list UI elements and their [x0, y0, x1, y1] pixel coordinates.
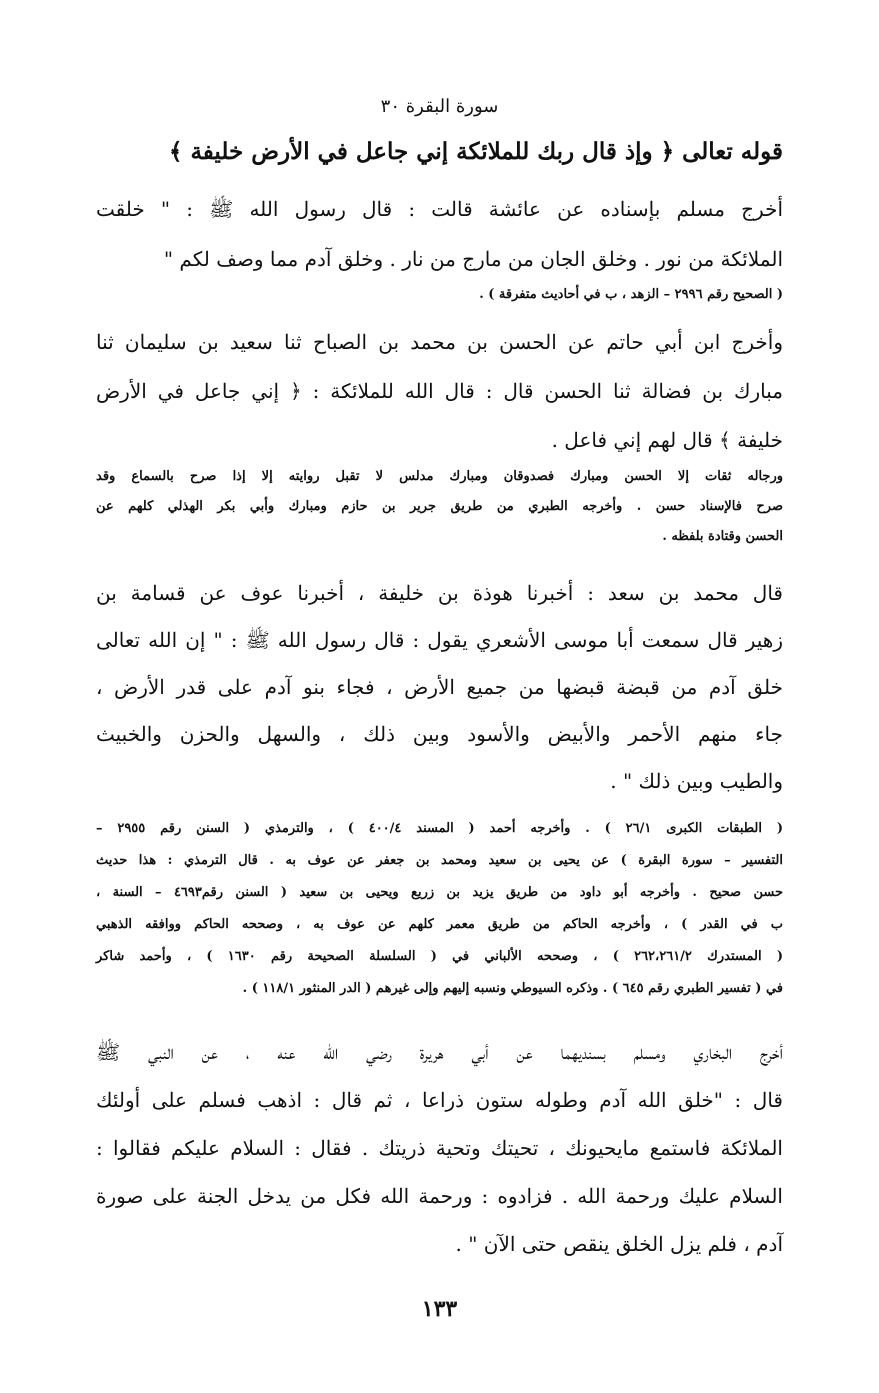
footnote-block	[96, 283, 783, 307]
text-line: خليفة ﴾ قال لهم إني فاعل .	[551, 428, 783, 452]
text-line: الملائكة من نور . وخلق الجان من مارج من نار . وخلق آدم مما وصف لكم "	[163, 247, 783, 271]
footnote-line: ( الصحيح رقم ٢٩٩٦ – الزهد ، ب في أحاديث متفرقة ) .	[479, 287, 783, 302]
footnote-line: ( المستدرك ٢٦٢،٢٦١/٢ ) ، وصححه الألباني في ( السلسلة الصحيحة رقم ١٦٣٠ ) ، وأحمد شاكر	[96, 949, 783, 964]
running-header: سورة البقرة ٣٠	[380, 96, 499, 117]
paragraph-block	[96, 1028, 783, 1268]
paragraph-block	[96, 184, 783, 284]
text-line: زهير قال سمعت أبا موسى الأشعري يقول : قال رسول الله ﷺ : " إن الله تعالى	[96, 628, 783, 652]
text-line: قال : "خلق الله آدم وطوله ستون ذراعا ، ثم قال : اذهب فسلم على أولئك	[96, 1088, 783, 1112]
footnote-line: حسن صحيح . وأخرجه أبو داود من طريق يزيد بن زريع ويحيى بن سعيد ( السنن رقم٤٦٩٣ – السنة ،	[96, 885, 783, 900]
footnote-line: في ( تفسير الطبري رقم ٦٤٥ ) . وذكره السيوطي ونسبه إليهم وإلى غيرهم ( الدر المنثور ١١٨/١ ) .	[242, 981, 783, 996]
footnote-line: ب في القدر ) ، وأخرجه الحاكم من طريق معمر كلهم عن عوف به ، وصححه الحاكم ووافقه الذهبي	[96, 917, 783, 932]
text-line: قال محمد بن سعد : أخبرنا هوذة بن خليفة ، أخبرنا عوف عن قسامة بن	[96, 581, 783, 605]
text-line: مبارك بن فضالة ثنا الحسن قال : قال الله للملائكة : ﴿ إني جاعل في الأرض	[96, 379, 783, 403]
page-number: ١٣٣	[421, 1296, 458, 1322]
footnote-line: صرح فالإسناد حسن . وأخرجه الطبري من طريق جرير بن حازم ومبارك وأبي بكر الهذلي كلهم عن	[96, 499, 783, 514]
footnote-line: الحسن وقتادة بلفظه .	[662, 529, 783, 544]
footnote-block	[96, 813, 783, 1005]
footnote-line: التفسير – سورة البقرة ) عن يحيى بن سعيد ومحمد بن جعفر عن عوف به . قال الترمذي : هذا حديث	[96, 853, 783, 868]
paragraph-block	[96, 570, 783, 805]
footnote-line: ( الطبقات الكبرى ٢٦/١ ) . وأخرجه أحمد ( المسند ٤٠٠/٤ ) ، والترمذي ( السنن رقم ٢٩٥٥ –	[96, 821, 783, 836]
text-line: خلق آدم من قبضة قبضها من جميع الأرض ، فجاء بنو آدم على قدر الأرض ،	[96, 675, 783, 699]
text-line: والطيب وبين ذلك " .	[610, 769, 783, 793]
paragraph-block	[96, 318, 783, 465]
footnote-block	[96, 462, 783, 552]
text-line: أخرج مسلم بإسناده عن عائشة قالت : قال رسول الله ﷺ : " خلقت	[96, 197, 783, 221]
text-line: وأخرج ابن أبي حاتم عن الحسن بن محمد بن الصباح ثنا سعيد بن سليمان ثنا	[96, 330, 783, 354]
text-line: جاء منهم الأحمر والأبيض والأسود وبين ذلك ، والسهل والحزن والخبيث	[96, 722, 783, 746]
ayah-heading: قوله تعالى ﴿ وإذ قال ربك للملائكة إني جاعل في الأرض خليفة ﴾	[168, 138, 783, 165]
text-line: السلام عليك ورحمة الله . فزادوه : ورحمة الله فكل من يدخل الجنة على صورة	[96, 1184, 783, 1208]
footnote-line: ورجاله ثقات إلا الحسن ومبارك فصدوقان ومبارك مدلس لا تقبل روايته إلا إذا صرح بالسماع وقد	[96, 469, 783, 484]
text-line: أخرج البخاري ومسلم بسنديهما عن أبي هريرة رضي الله عنه ، عن النبي ﷺ	[96, 1040, 783, 1064]
text-line: الملائكة فاستمع مايحيونك ، تحيتك وتحية ذريتك . فقال : السلام عليكم فقالوا :	[96, 1136, 783, 1160]
text-line: آدم ، فلم يزل الخلق ينقص حتى الآن " .	[455, 1232, 783, 1256]
